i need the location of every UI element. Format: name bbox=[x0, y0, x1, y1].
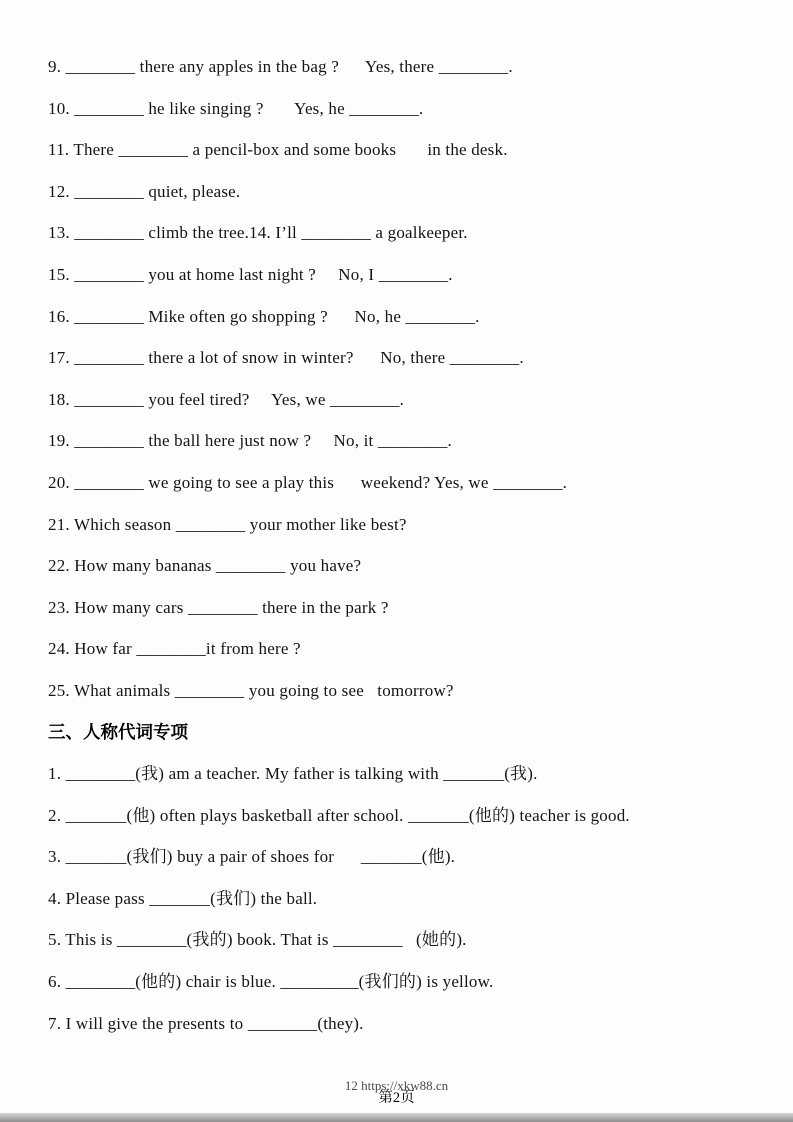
exercise-line: 6. ________(他的) chair is blue. _________(我们的) is yellow. bbox=[48, 972, 494, 992]
exercise-line: 11. There ________ a pencil-box and some books in the desk. bbox=[48, 140, 508, 160]
page-bottom-edge bbox=[0, 1113, 793, 1122]
exercise-line: 2. _______(他) often plays basketball after school. _______(他的) teacher is good. bbox=[48, 805, 630, 825]
exercise-line: 7. I will give the presents to ________(they). bbox=[48, 1013, 364, 1033]
section-heading-pronouns: 三、人称代词专项 bbox=[48, 721, 188, 742]
exercise-line: 24. How far ________it from here ? bbox=[48, 639, 301, 659]
exercise-line: 13. ________ climb the tree.14. I’ll ________ a goalkeeper. bbox=[48, 223, 468, 243]
exercise-line: 22. How many bananas ________ you have? bbox=[48, 556, 362, 576]
exercise-line: 25. What animals ________ you going to see tomorrow? bbox=[48, 680, 454, 700]
exercise-line: 4. Please pass _______(我们) the ball. bbox=[48, 888, 318, 908]
exercise-line: 23. How many cars ________ there in the park ? bbox=[48, 597, 389, 617]
page-footer bbox=[0, 1078, 793, 1106]
exercise-line: 21. Which season ________ your mother like best? bbox=[48, 514, 407, 534]
exercise-line: 9. ________ there any apples in the bag ? Yes, there ________. bbox=[48, 57, 513, 76]
page-number: 第2页 bbox=[378, 1090, 415, 1106]
exercise-line: 18. ________ you feel tired? Yes, we ________. bbox=[48, 389, 405, 409]
exercise-line: 10. ________ he like singing ? Yes, he ________. bbox=[48, 98, 424, 118]
exercise-line: 15. ________ you at home last night ? No, I ________. bbox=[48, 264, 453, 284]
exercise-line: 20. ________ we going to see a play this weekend? Yes, we ________. bbox=[48, 472, 568, 492]
footer-url: 12 https://xkw88.cn bbox=[344, 1078, 449, 1093]
exercise-line: 17. ________ there a lot of snow in winter? No, there ________. bbox=[48, 348, 524, 368]
exercise-line: 12. ________ quiet, please. bbox=[48, 181, 241, 201]
exercise-line: 5. This is ________(我的) book. That is ________ (她的). bbox=[48, 930, 467, 950]
exercise-line: 3. _______(我们) buy a pair of shoes for _______(他). bbox=[48, 847, 456, 867]
exercise-line: 19. ________ the ball here just now ? No, it ________. bbox=[48, 431, 452, 451]
exercise-line: 1. ________(我) am a teacher. My father is talking with _______(我). bbox=[48, 764, 538, 784]
exercise-line: 16. ________ Mike often go shopping ? No, he ________. bbox=[48, 306, 480, 326]
